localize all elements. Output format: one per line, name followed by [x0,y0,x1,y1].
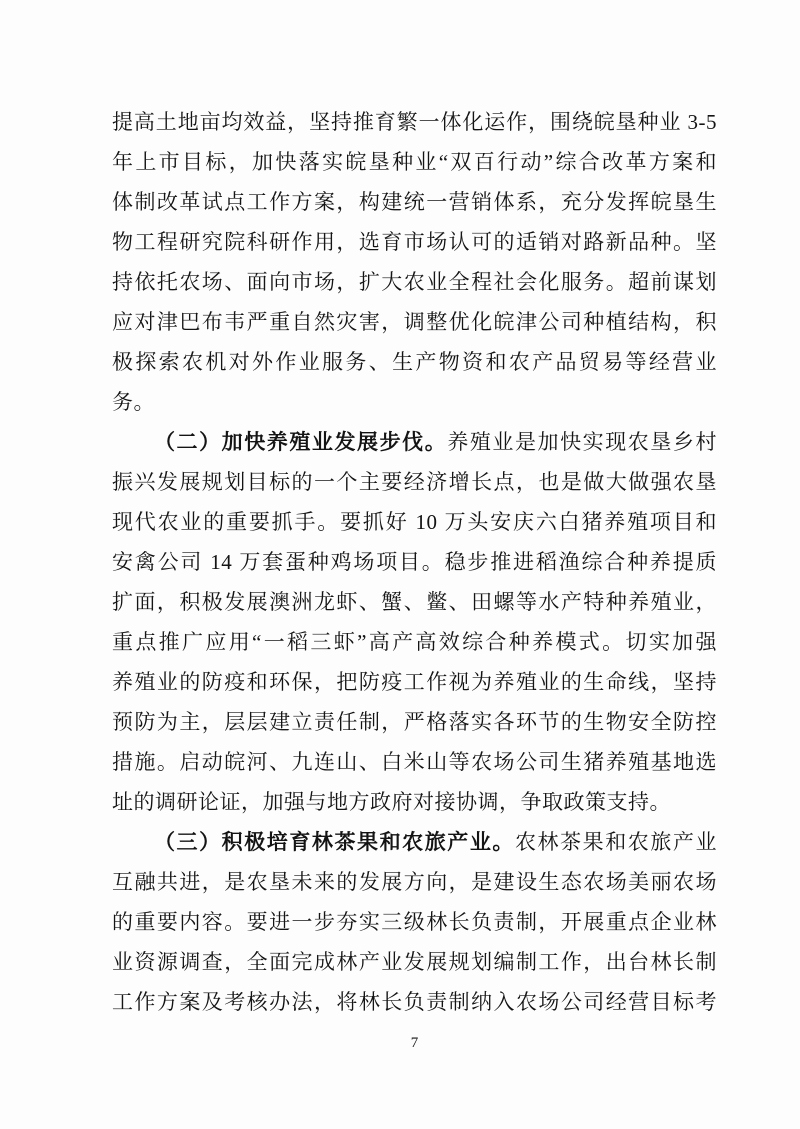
text-line: 工作方案及考核办法，将林长负责制纳入农场公司经营目标考 [112,990,717,1014]
text-line: 振兴发展规划目标的一个主要经济增长点，也是做大做强农垦 [112,470,717,494]
text-line: 预防为主，层层建立责任制，严格落实各环节的生物安全防控 [112,710,717,734]
text-line: 措施。启动皖河、九连山、白米山等农场公司生猪养殖基地选 [112,750,717,774]
text-line: 互融共进，是农垦未来的发展方向，是建设生态农场美丽农场 [112,870,717,894]
text-line: 持依托农场、面向市场，扩大农业全程社会化服务。超前谋划 [112,270,717,294]
text-line: 物工程研究院科研作用，选育市场认可的适销对路新品种。坚 [112,230,717,254]
section-heading: （三）积极培育林茶果和农旅产业。 [154,830,515,854]
text-line: 年上市目标，加快落实皖垦种业“双百行动”综合改革方案和 [112,150,717,174]
document-body [112,102,717,1022]
section-heading: （二）加快养殖业发展步伐。 [154,430,448,454]
text-line: 提高土地亩均效益，坚持推育繁一体化运作，围绕皖垦种业 3-5 [112,110,717,134]
text-line: 养殖业的防疫和环保，把防疫工作视为养殖业的生命线，坚持 [112,670,717,694]
text-line: （二）加快养殖业发展步伐。养殖业是加快实现农垦乡村 [154,430,717,454]
text-line: 务。 [112,390,155,414]
text-line: （三）积极培育林茶果和农旅产业。农林茶果和农旅产业 [154,830,717,854]
text-line: 址的调研论证，加强与地方政府对接协调，争取政策支持。 [112,790,671,814]
text-line: 业资源调查，全面完成林产业发展规划编制工作，出台林长制 [112,950,717,974]
text-line: 安禽公司 14 万套蛋种鸡场项目。稳步推进稻渔综合种养提质 [112,550,717,574]
text-line: 体制改革试点工作方案，构建统一营销体系，充分发挥皖垦生 [112,190,717,214]
text-line: 应对津巴布韦严重自然灾害，调整优化皖津公司种植结构，积 [112,310,717,334]
text-line: 重点推广应用“一稻三虾”高产高效综合种养模式。切实加强 [112,630,717,654]
page-number: 7 [410,1035,419,1051]
text-line: 极探索农机对外作业服务、生产物资和农产品贸易等经营业 [112,350,717,374]
text-line: 的重要内容。要进一步夯实三级林长负责制，开展重点企业林 [112,910,717,934]
text-line: 现代农业的重要抓手。要抓好 10 万头安庆六白猪养殖项目和 [112,510,717,534]
text-line: 扩面，积极发展澳洲龙虾、蟹、鳖、田螺等水产特种养殖业， [112,590,717,614]
